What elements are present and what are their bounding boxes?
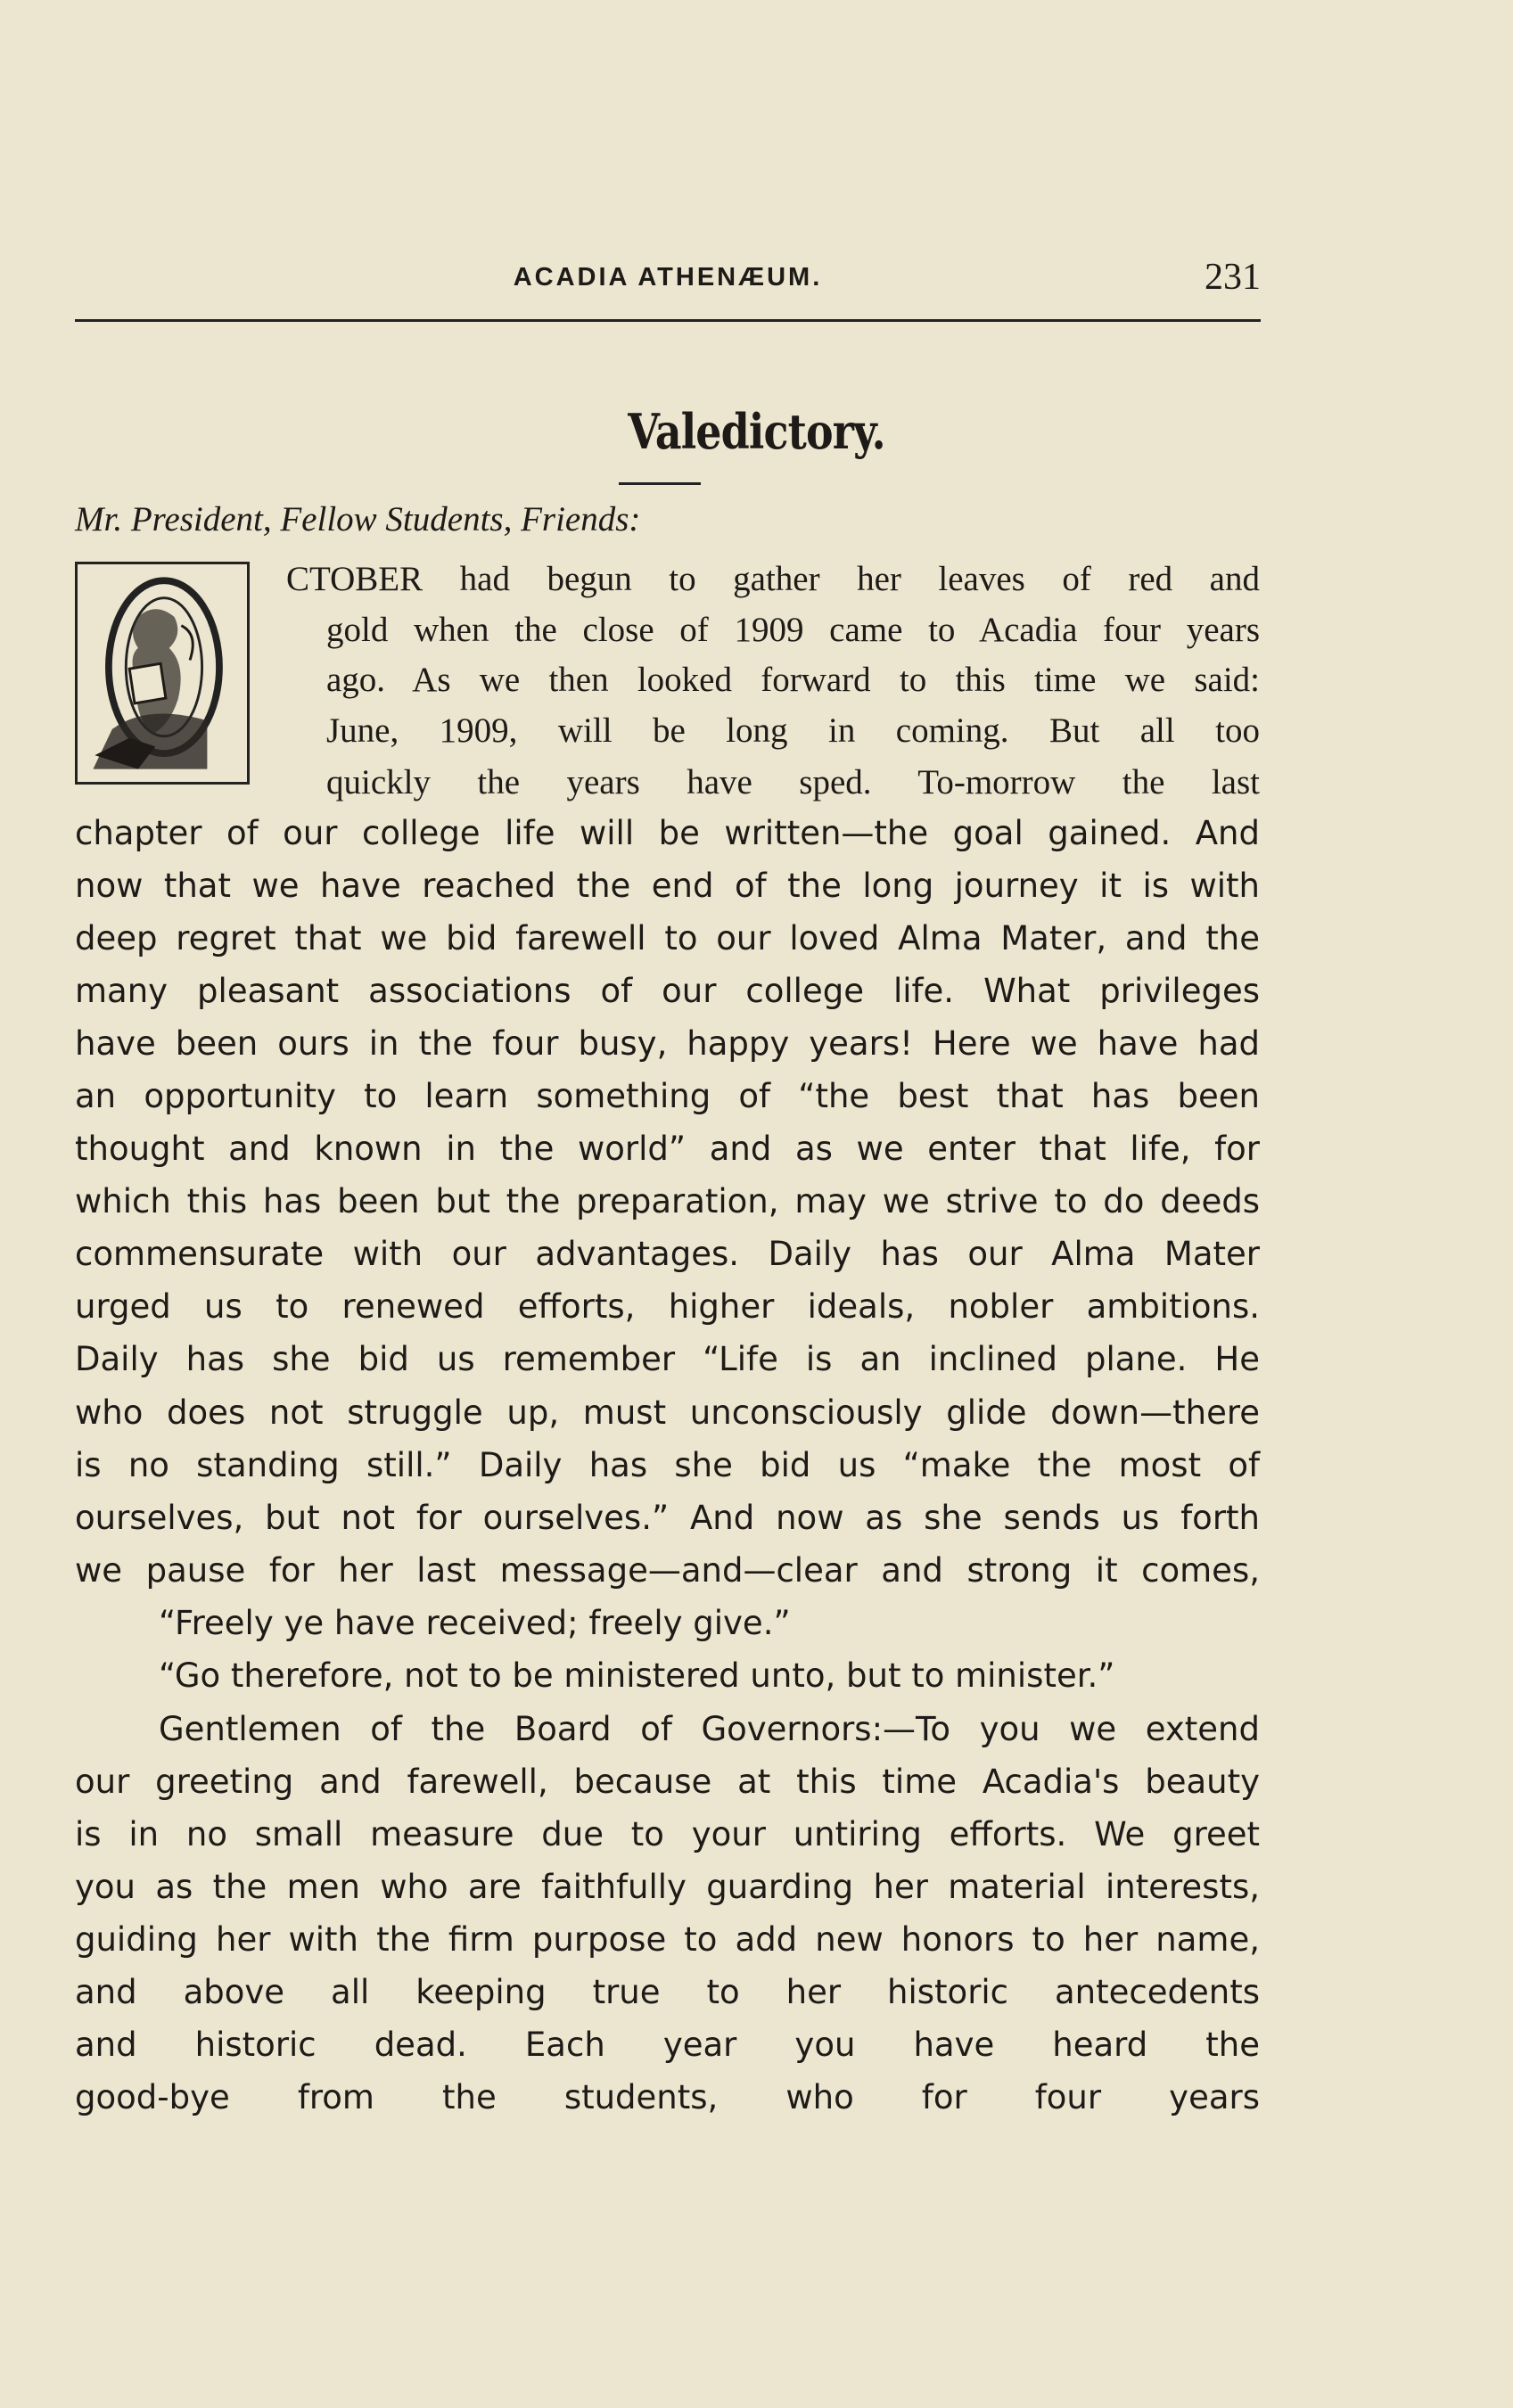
text-line-12: thought and known in the world” and as we enter that life, for [75,1130,1260,1168]
running-header [75,257,1261,308]
text-line-21: “Freely ye have received; freely give.” [159,1604,791,1642]
text-line-5: quickly the years have sped. To-morrow the last [326,763,1260,801]
salutation: Mr. President, Fellow Students, Friends: [75,500,641,538]
text-line-7: now that we have reached the end of the long journey it is with [75,867,1260,905]
text-line-14: commensurate with our advantages. Daily has our Alma Mater [75,1235,1260,1273]
text-line-19: ourselves, but not for ourselves.” And now as she sends us forth [75,1499,1260,1537]
text-line-27: guiding her with the firm purpose to add new honors to her name, [75,1920,1260,1959]
page-number: 231 [1205,257,1261,298]
text-line-16: Daily has she bid us remember “Life is an inclined plane. He [75,1340,1260,1378]
text-line-15: urged us to renewed efforts, higher ideals, nobler ambitions. [75,1287,1260,1326]
article-title: Valedictory. [628,403,885,460]
text-line-23: Gentlemen of the Board of Governors:—To you we extend [159,1710,1260,1748]
text-line-26: you as the men who are faithfully guarding her material interests, [75,1868,1260,1906]
text-line-6: chapter of our college life will be written—the goal gained. And [75,814,1260,852]
text-line-9: many pleasant associations of our college life. What privileges [75,972,1260,1010]
text-line-2: gold when the close of 1909 came to Acadia four years [326,611,1260,649]
title-rule [619,482,701,485]
text-line-8: deep regret that we bid farewell to our loved Alma Mater, and the [75,919,1260,957]
text-line-4: June, 1909, will be long in coming. But all too [326,711,1260,750]
text-line-30: good-bye from the students, who for four years [75,2078,1260,2116]
decorated-initial-illustration-icon [78,564,247,782]
text-line-24: our greeting and farewell, because at this time Acadia's beauty [75,1763,1260,1801]
text-line-10: have been ours in the four busy, happy years! Here we have had [75,1024,1260,1063]
text-line-1: CTOBER had begun to gather her leaves of red and [286,560,1260,598]
text-line-25: is in no small measure due to your untiring efforts. We greet [75,1815,1260,1853]
text-line-28: and above all keeping true to her historic antecedents [75,1973,1260,2011]
text-line-22: “Go therefore, not to be ministered unto, but to minister.” [159,1656,1115,1695]
text-line-29: and historic dead. Each year you have heard the [75,2026,1260,2064]
text-line-18: is no standing still.” Daily has she bid us “make the most of [75,1446,1260,1484]
text-line-20: we pause for her last message—and—clear and strong it comes, [75,1551,1260,1590]
text-line-11: an opportunity to learn something of “the best that has been [75,1077,1260,1115]
text-line-3: ago. As we then looked forward to this time we said: [326,661,1260,699]
text-line-13: which this has been but the preparation, may we strive to do deeds [75,1182,1260,1220]
header-rule [75,319,1261,322]
decorated-initial-o [75,562,250,785]
text-line-17: who does not struggle up, must unconsciously glide down—there [75,1393,1260,1432]
running-title: ACADIA ATHENÆUM. [513,263,823,292]
